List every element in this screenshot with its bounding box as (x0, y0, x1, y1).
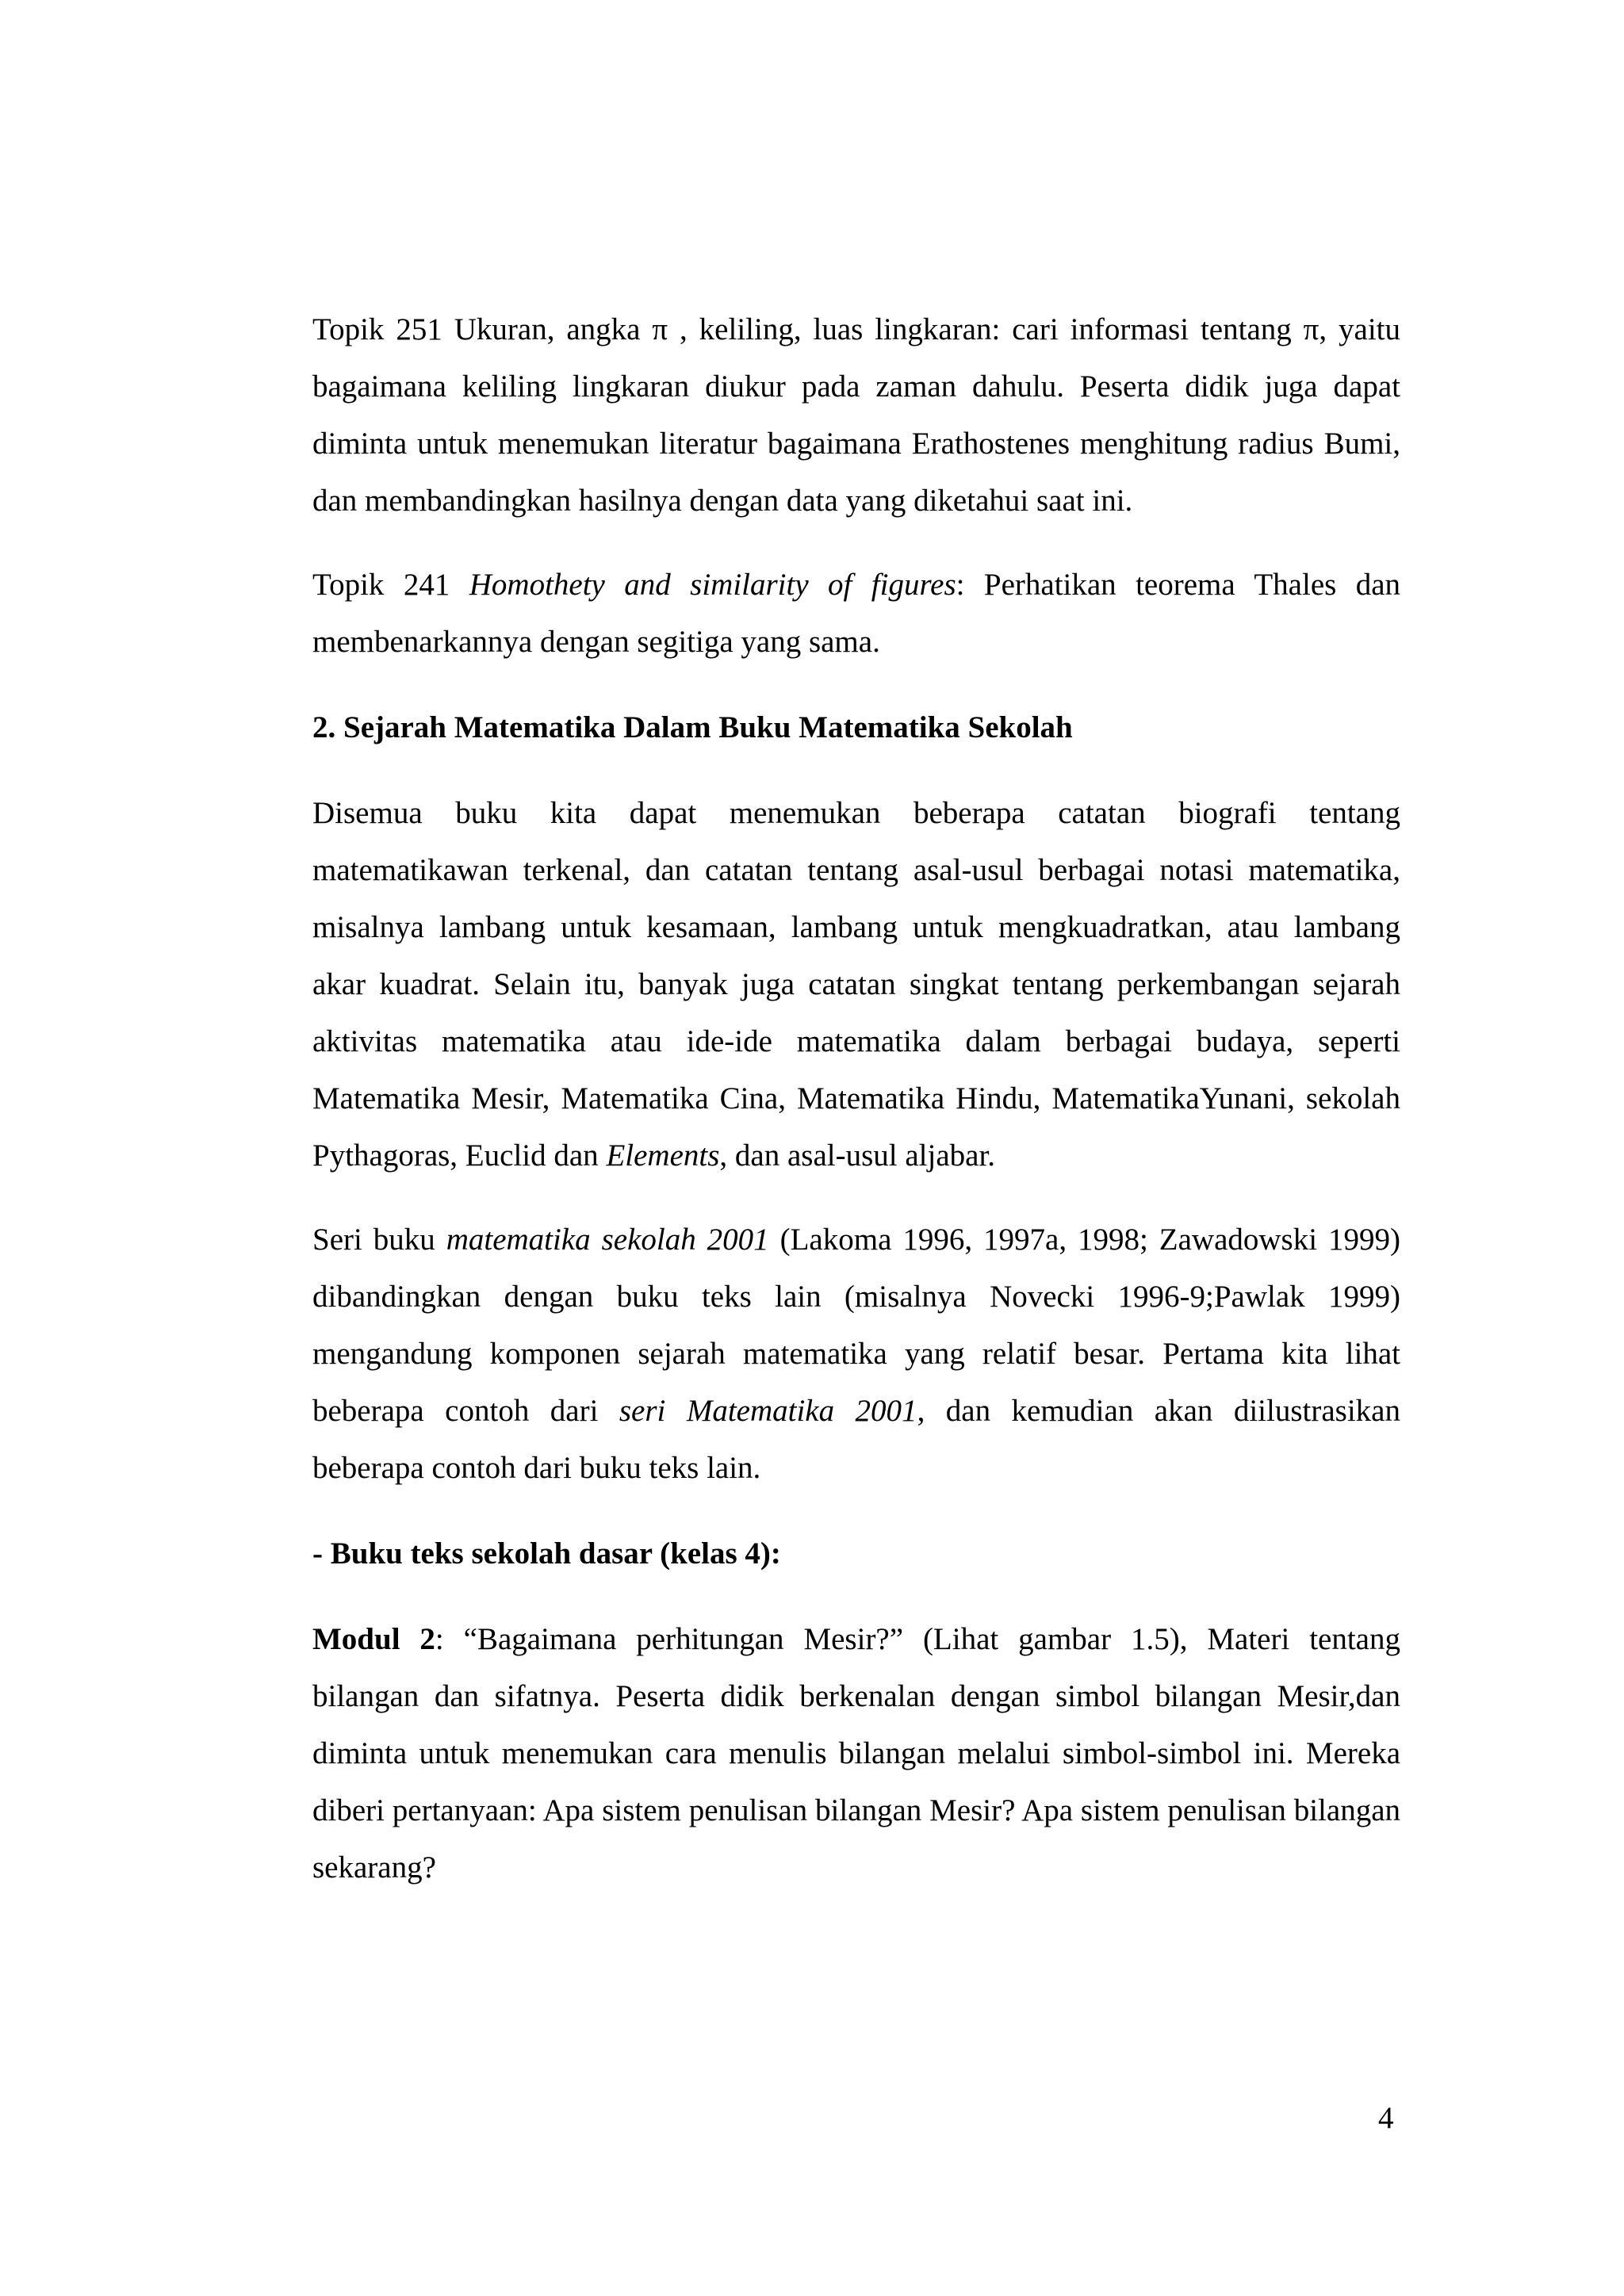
paragraph-series-2001 (312, 1211, 1400, 1497)
italic-title: Homothety and similarity of figures (469, 568, 956, 602)
document-body (312, 301, 1400, 1896)
paragraph-text: Disemua buku kita dapat menemukan beberapa catatan biografi tentang matematikawan terkenal, dan catatan tentang asal-usul berbagai notasi matematika, misalnya lambang untuk kesamaan, lambang untuk mengkuadratkan, atau lambang akar kuadrat. Selain itu, banyak juga catatan singkat tentang perkembangan sejarah aktivitas matematika atau ide-ide matematika dalam berbagai budaya, seperti Matematika Mesir, Matematika Cina, Matematika Hindu, MatematikaYunani, sekolah Pythagoras, Euclid dan (312, 796, 1400, 1173)
paragraph-text: Topik 251 Ukuran, angka (312, 312, 653, 346)
paragraph-text: , dan asal-usul aljabar. (719, 1138, 996, 1173)
subsection-heading: - Buku teks sekolah dasar (kelas 4): (312, 1536, 781, 1571)
page-number: 4 (1378, 2101, 1394, 2135)
pi-symbol: π (652, 312, 668, 346)
paragraph-text: : “Bagaimana perhitungan Mesir?” (Lihat gambar 1.5), Materi tentang bilangan dan sifatnya. Peserta didik berkenalan dengan simbol bilangan Mesir,dan diminta untuk menemukan cara menulis bilangan melalui simbol-simbol ini. Mereka diberi pertanyaan: Apa sistem penulisan bilangan Mesir? Apa sistem penulisan bilangan sekarang? (312, 1622, 1400, 1885)
paragraph-biography-notes (312, 785, 1400, 1184)
paragraph-text: , keliling, luas lingkaran: cari informasi tentang π, yaitu bagaimana keliling lingkaran diukur pada zaman dahulu. Peserta didik juga dapat diminta untuk menemukan literatur bagaimana Erathostenes menghitung radius Bumi, dan membandingkan hasilnya dengan data yang diketahui saat ini. (312, 312, 1400, 518)
italic-title: matematika sekolah 2001 (446, 1223, 769, 1257)
paragraph-text: Topik 241 (312, 568, 469, 602)
paragraph-modul-2 (312, 1611, 1400, 1896)
section-heading: 2. Sejarah Matematika Dalam Buku Matematika Sekolah (312, 710, 1073, 744)
paragraph-topik-241 (312, 557, 1400, 671)
paragraph-text: , dan kemudian akan diilustrasikan beberapa contoh dari buku teks lain. (312, 1394, 1400, 1485)
modul-label: Modul 2 (312, 1622, 435, 1656)
paragraph-text: : Perhatikan teorema Thales dan membenarkannya dengan segitiga yang sama. (312, 568, 1401, 659)
italic-title: seri Matematika 2001 (619, 1394, 917, 1428)
italic-title: Elements (606, 1138, 720, 1173)
paragraph-topik-251 (312, 301, 1400, 530)
paragraph-text: Seri buku (312, 1223, 446, 1257)
paragraph-text: (Lakoma 1996, 1997a, 1998; Zawadowski 1999) dibandingkan dengan buku teks lain (misalnya Novecki 1996-9;Pawlak 1999) mengandung komponen sejarah matematika yang relatif besar. Pertama kita lihat beberapa contoh dari (312, 1223, 1400, 1428)
